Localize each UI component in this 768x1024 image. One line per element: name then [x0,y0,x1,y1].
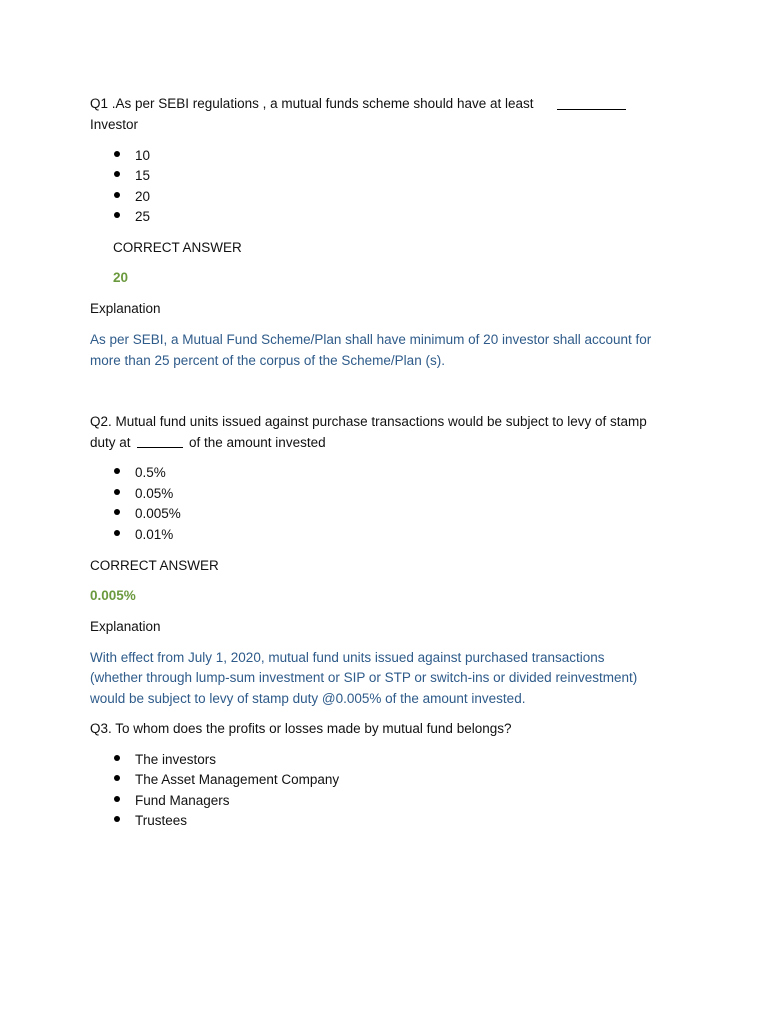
q2-question-line2-pre: duty at [90,435,131,450]
q2-explanation-line3: would be subject to levy of stamp duty @0.005% of the amount invested. [90,691,526,706]
q2-option-2: 0.05% [135,486,174,501]
q1-explanation-line2: more than 25 percent of the corpus of the Scheme/Plan (s). [90,353,445,368]
q1-option-1: 10 [135,148,151,163]
q1-explanation-label: Explanation [90,301,161,316]
q3-option-bullet [114,796,120,802]
q1-option-2: 15 [135,168,151,183]
q2-explanation-line2: (whether through lump-sum investment or SIP or STP or switch-ins or divided reinvestment) [90,670,638,685]
q3-option-bullet [114,755,120,761]
q2-option-3: 0.005% [135,506,181,521]
q1-question-line1: Q1 .As per SEBI regulations , a mutual funds scheme should have at least [90,96,534,111]
q1-option-bullet [114,151,120,157]
q1-option-bullet [114,212,120,218]
q2-option-4: 0.01% [135,527,174,542]
q2-correct-answer-label: CORRECT ANSWER [90,558,219,573]
q2-explanation-line1: With effect from July 1, 2020, mutual fund units issued against purchased transactions [90,650,605,665]
q3-question-line1: Q3. To whom does the profits or losses made by mutual fund belongs? [90,721,512,736]
q2-question-line1: Q2. Mutual fund units issued against purchase transactions would be subject to levy of stamp [90,414,647,429]
q2-explanation-label: Explanation [90,619,161,634]
q2-option-1: 0.5% [135,465,166,480]
q3-option-2: The Asset Management Company [135,772,340,787]
q1-option-bullet [114,171,120,177]
q1-answer-blank [557,109,626,110]
q2-option-bullet [114,468,120,474]
q2-answer-blank [137,447,183,448]
q3-option-1: The investors [135,752,217,767]
q1-explanation-line1: As per SEBI, a Mutual Fund Scheme/Plan shall have minimum of 20 investor shall account for [90,332,652,347]
q1-correct-answer-label: CORRECT ANSWER [113,240,242,255]
q1-option-4: 25 [135,209,151,224]
q3-option-3: Fund Managers [135,793,230,808]
q2-option-bullet [114,509,120,515]
q2-option-bullet [114,530,120,536]
q2-correct-answer: 0.005% [90,588,136,603]
q1-correct-answer: 20 [113,270,129,285]
q1-question-line2: Investor [90,117,139,132]
q3-option-bullet [114,816,120,822]
q3-option-4: Trustees [135,813,188,828]
q3-option-bullet [114,775,120,781]
q2-option-bullet [114,489,120,495]
q2-question-line2-post: of the amount invested [189,435,326,450]
q1-option-3: 20 [135,189,151,204]
q1-option-bullet [114,192,120,198]
